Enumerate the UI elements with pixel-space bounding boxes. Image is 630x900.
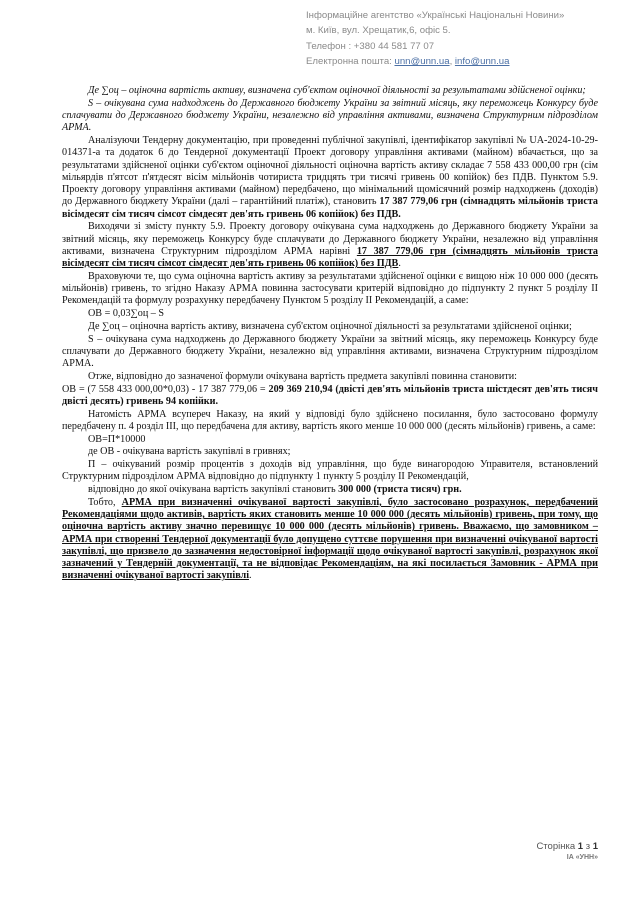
email-label: Електронна пошта: (306, 56, 395, 68)
email-link-info[interactable]: info@unn.ua (454, 56, 510, 68)
page-label: Сторінка (536, 841, 578, 852)
paragraph-definition-s: S – очікувана сума надходжень до Державного бюджету України за звітний місяць, яку переможець Конкурсу буде сплачувати до Державного бюджету України, незалежно від управління активами, визначена Структурним підрозділом АРМА. (62, 97, 598, 134)
expected-income-amount: 17 387 779,06 грн (сімнадцять мільйонів триста вісімдесят сім тисяч сімсот сімдесят дев'ять гривень 06 копійок) без ПДВ (62, 245, 598, 269)
paragraph-definition-sum: Де ∑оц – оціночна вартість активу, визначена суб'єктом оціночної діяльності за результатами здійсненої оцінки; (88, 85, 586, 96)
formula-ov-applied: ОВ=П*10000 (88, 433, 146, 445)
applied-value-amount: 300 000 (триста тисяч) грн. (338, 484, 462, 495)
email-link-unn[interactable]: unn@unn.ua (394, 56, 450, 68)
paragraph-calculation (62, 384, 598, 409)
letterhead (306, 8, 616, 70)
conclusion-end: . (249, 570, 252, 582)
conclusion-text: АРМА при визначенні очікуваної вартості закупівлі, було застосовано розрахунок, передбачений Рекомендаціями щодо активів, вартість яких становить менше 10 000 000 (десять мільйонів) гривень, при тому, що оціночна вартість активу значно перевищує 10 000 000 (десять мільйонів) гривень. Вважаємо, що замовником – АРМА при створенні Тендерної документації було допущено суттєве порушення при визначенні очікуваної вартості закупівлі, що призвело до зазначення недостовірної інформації щодо очікуваної вартості закупівлі, розрахунок якої зазначений у Тендерній документації, та не відповідає Рекомендаціям, на які посилається Замовник - АРМА при визначенні очікуваної вартості закупівлі (62, 496, 598, 582)
paragraph-definition-sum-2: Де ∑оц – оціночна вартість активу, визначена суб'єктом оціночної діяльності за результатами здійсненої оцінки; (88, 320, 572, 332)
paragraph-conclusion (62, 497, 598, 583)
agency-address: м. Київ, вул. Хрещатик,6, офіс 5. (306, 25, 451, 37)
agency-phone: Телефон : +380 44 581 77 07 (306, 40, 435, 52)
footer-brand: ІА «УНН» (566, 854, 598, 861)
paragraph-definition-s-2: S – очікувана сума надходжень до Державного бюджету України за звітний місяць, яку переможець Конкурсу буде сплачувати до Державного бюджету України, незалежно від управління активами, визначена Структурним підрозділом АРМА. (62, 333, 598, 369)
paragraph-clause-5-9 (62, 221, 598, 270)
page-footer (480, 841, 598, 863)
tender-analysis-text: Аналізуючи Тендерну документацію, при проведенні публічної закупівлі, ідентифікатор закупівлі № UA-2024-10-29-014371-а та додаток 6 до Тендерної документації Проект договору управління активами (майном) вбачається, що за результатами здійсненої оцінки суб'єктом оціночної діяльності оціночна вартість активу складає 7 558 433 000,00 грн (сім мільярдів п'ятсот п'ятдесят вісім мільйонів чотириста тридцять три тисячі гривень 00 копійок) без ПДВ. Пунктом 5.9. Проекту договору управління активами (майном) передбачено, що мінімальний щомісячний розмір надходжень (доходів) до Державного бюджету України (далі – гарантійний платіж), становить (62, 135, 598, 208)
email-separator: , (449, 56, 455, 68)
paragraph-p-definition: П – очікуваний розмір процентів з доходів від управління, що буде винагородою Управителя, встановлений Структурним підрозділом АРМА відповідно до підпункту 1 пункту 5 розділу ІІ Рекомендацій, (62, 459, 598, 483)
calculation-result: 209 369 210,94 (двісті дев'ять мільйонів триста шістдесят дев'ять тисяч двісті десять) гривень 94 копійки. (62, 383, 598, 407)
paragraph-ov-definition: де ОВ - очікувана вартість закупівлі в гривнях; (88, 446, 291, 458)
conclusion-lead: Тобто, (88, 496, 122, 508)
paragraph-tender-analysis (62, 135, 598, 221)
paragraph-arma-formula: Натомість АРМА всупереч Наказу, на який у відповіді було здійснено посилання, було застосовано формулу передбачену п. 4 розділ ІІІ, що передбачена для активу, вартість якого менше 10 000 000 (десять мільйонів) гривень, а саме: (62, 408, 598, 432)
agency-email (306, 54, 616, 69)
page-total: 1 (592, 841, 598, 852)
page-of: з (583, 841, 593, 852)
formula-ov-correct: ОВ = 0,03∑оц – S (88, 308, 165, 319)
page-current: 1 (577, 841, 584, 852)
paragraph-therefore: Отже, відповідно до зазначеної формули очікувана вартість предмета закупівлі повинна становити: (88, 370, 517, 382)
clause-5-9-text: Виходячи зі змісту пункту 5.9. Проекту договору очікувана сума надходжень до Державного бюджету України за звітний місяць, яку переможець Конкурсу буде сплачувати до Державного бюджету України, незалежно від управління активами, визначена Структурним підрозділом АРМА нарівні (62, 221, 598, 257)
paragraph-criteria: Враховуючи те, що сума оціночна вартість активу за результатами здійсненої оцінки є вищою ніж 10 000 000 (десять мільйонів) гривень, то згідно Наказу АРМА повинна застосувати критерій відповідно до підпункту 2 пункт 5 розділу ІІ Рекомендацій та формулу розрахунку передбачену Пунктом 5 розділу ІІ Рекомендацій, а саме: (62, 270, 598, 307)
guarantee-payment-amount: 17 387 779,06 грн (сімнадцять мільйонів триста вісімдесят сім тисяч сімсот сімдесят дев'ять гривень 06 копійок) без ПДВ. (62, 196, 598, 220)
paragraph-applied-value (62, 484, 598, 496)
agency-name: Інформаційне агентство «Українські Національні Новини» (306, 10, 565, 21)
clause-5-9-end: . (398, 258, 401, 269)
document-body (62, 85, 598, 583)
applied-value-text: відповідно до якої очікувана вартість закупівлі становить (88, 484, 339, 495)
calculation-expression: ОВ = (7 558 433 000,00*0,03) - 17 387 779,06 = (62, 383, 269, 395)
page-number (480, 841, 598, 853)
